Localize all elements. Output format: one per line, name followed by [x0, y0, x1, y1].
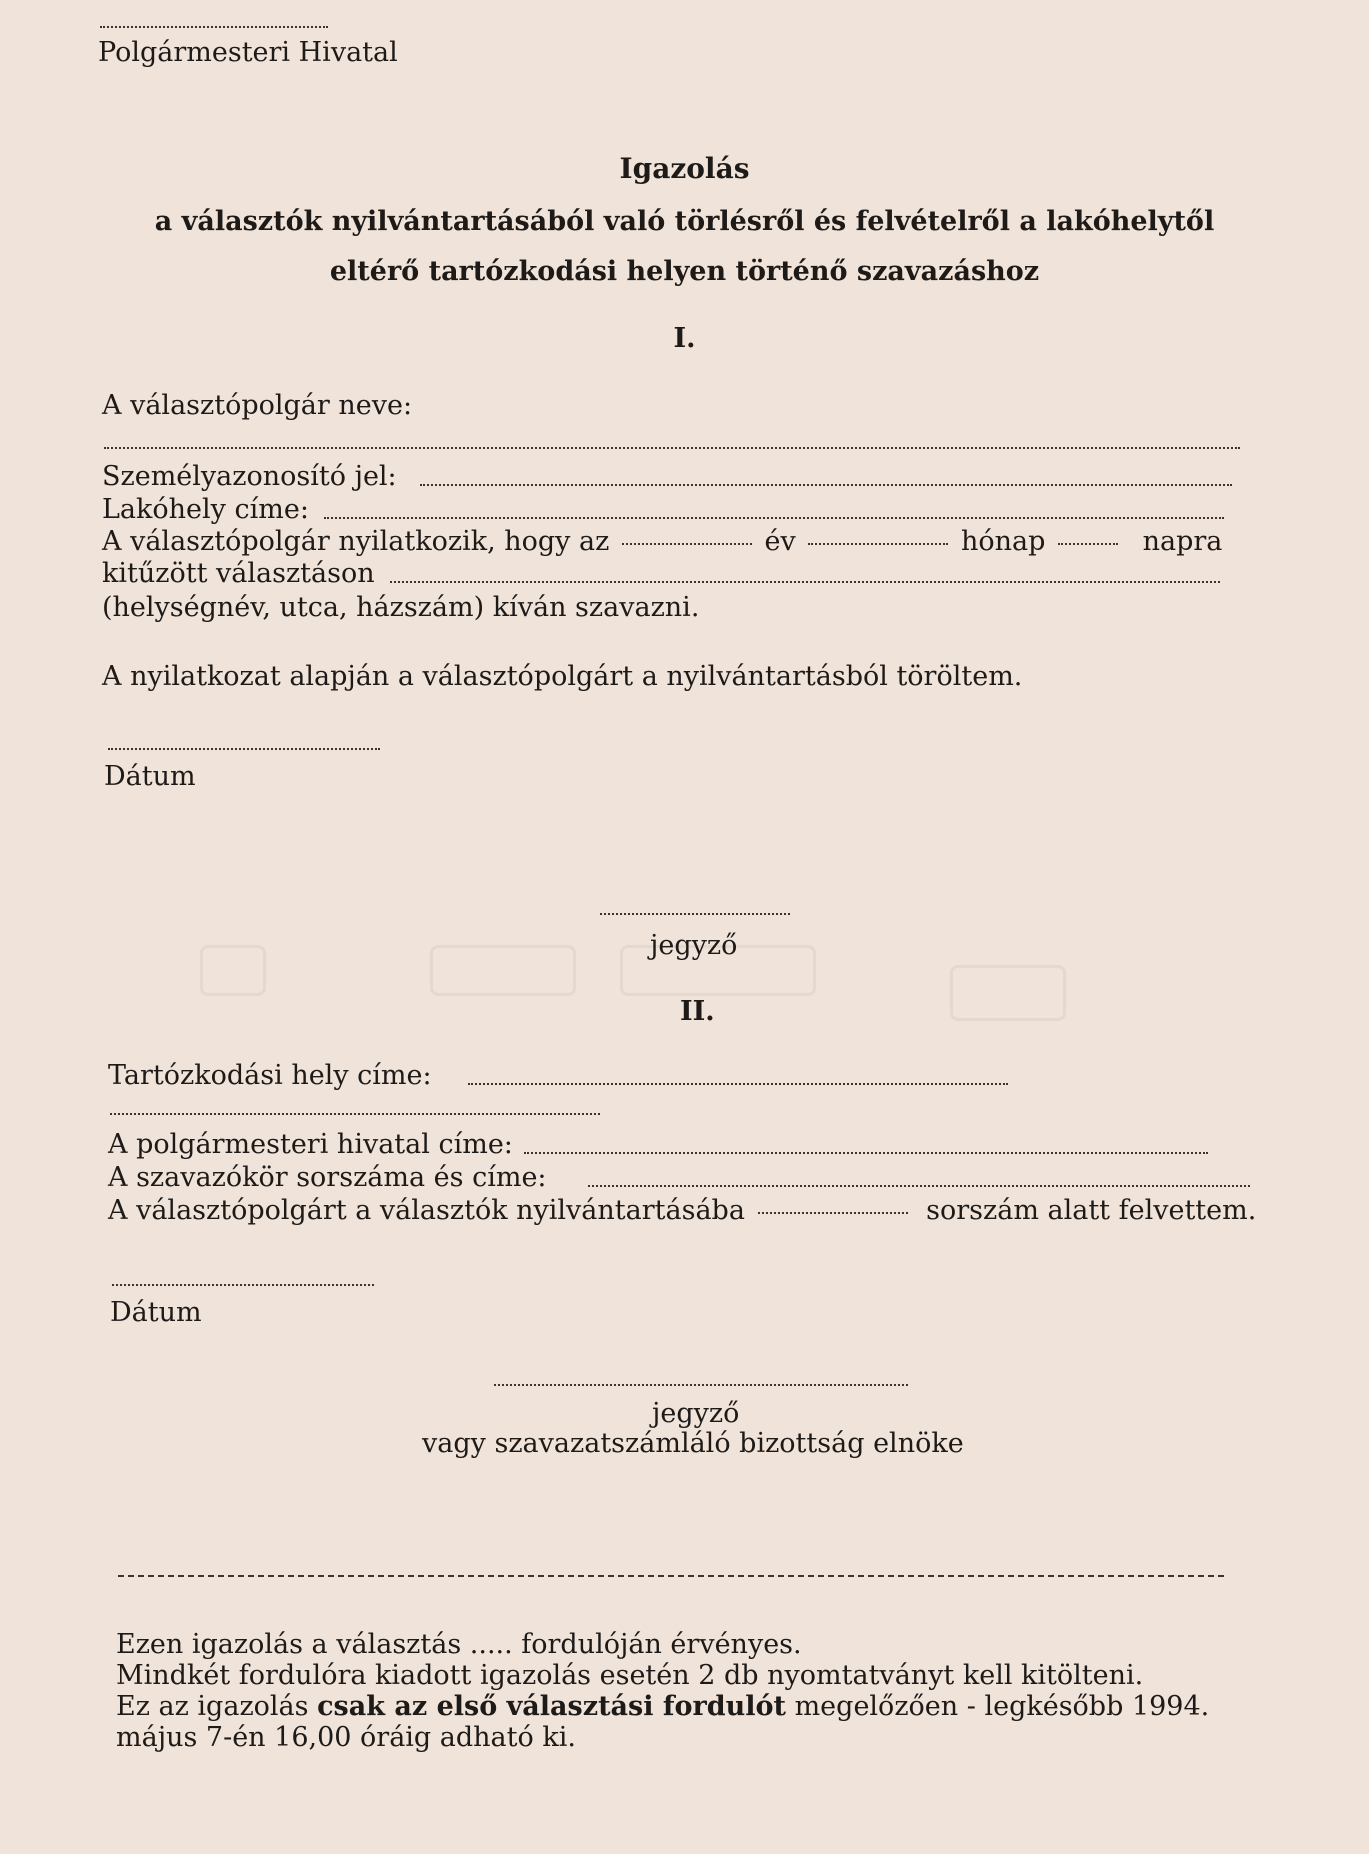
month-label: hónap: [960, 526, 1046, 557]
stay-address-label: Tartózkodási hely címe:: [108, 1060, 432, 1091]
date-label-2: Dátum: [110, 1297, 202, 1328]
office-name-dotted-line: [100, 26, 328, 28]
registration-suffix: sorszám alatt felvettem.: [926, 1195, 1257, 1226]
stay-address-field-2[interactable]: [110, 1113, 600, 1115]
footer-divider: [118, 1575, 1224, 1577]
bleed-through-box: [200, 945, 266, 996]
date-label-1: Dátum: [104, 761, 196, 792]
document-subtitle-2: eltérő tartózkodási helyen történő szavazáshoz: [329, 256, 1040, 287]
precinct-label: A szavazókör sorszáma és címe:: [108, 1162, 547, 1193]
section-1-numeral: I.: [673, 323, 696, 354]
year-label: év: [764, 526, 796, 557]
footer-deadline-prefix: Ez az igazolás: [116, 1691, 318, 1722]
bleed-through-box: [430, 945, 576, 996]
residence-address-label: Lakóhely címe:: [102, 494, 309, 525]
committee-chair-label: vagy szavazatszámláló bizottság elnöke: [422, 1428, 964, 1459]
footer-both-rounds-note: Mindkét fordulóra kiadott igazolás esetén 2 db nyomtatványt kell kitölteni.: [116, 1660, 1144, 1691]
election-label: kitűzött választáson: [102, 558, 375, 589]
document-subtitle-1: a választók nyilvántartásából való törlésről és felvételről a lakóhelytől: [154, 206, 1215, 237]
personal-id-label: Személyazonosító jel:: [102, 461, 397, 492]
notary-label-2: jegyző: [652, 1398, 740, 1429]
election-day-field[interactable]: [1058, 543, 1118, 545]
date-field-2[interactable]: [112, 1284, 374, 1286]
stay-address-field[interactable]: [468, 1083, 1008, 1085]
declaration-prefix: A választópolgár nyilatkozik, hogy az: [102, 526, 610, 557]
notary-label-1: jegyző: [650, 930, 738, 961]
personal-id-field[interactable]: [420, 484, 1232, 486]
notary-signature-field-1[interactable]: [600, 913, 790, 915]
footer-validity-note: Ezen igazolás a választás ..... fordulóján érvényes.: [116, 1629, 802, 1660]
registration-prefix: A választópolgárt a választók nyilvántartásába: [108, 1195, 745, 1226]
day-label: napra: [1142, 526, 1223, 557]
removal-statement: A nyilatkozat alapján a választópolgárt a nyilvántartásból töröltem.: [102, 661, 1023, 692]
office-label: Polgármesteri Hivatal: [98, 37, 398, 68]
election-month-field[interactable]: [808, 543, 948, 545]
voter-name-field[interactable]: [104, 447, 1240, 449]
precinct-field[interactable]: [588, 1185, 1250, 1187]
footer-deadline-suffix: megelőzően - legkésőbb 1994.: [786, 1691, 1210, 1722]
mayor-office-address-field[interactable]: [524, 1152, 1208, 1154]
mayor-office-address-label: A polgármesteri hivatal címe:: [108, 1129, 513, 1160]
place-hint: (helységnév, utca, házszám) kíván szavazni.: [102, 592, 700, 623]
footer-deadline-emphasis: csak az első választási fordulót: [317, 1691, 786, 1722]
registration-line: [108, 1195, 1256, 1227]
residence-address-field[interactable]: [324, 517, 1224, 519]
footer-deadline-note: [116, 1691, 1209, 1723]
section-2-numeral: II.: [680, 996, 715, 1027]
document-title: Igazolás: [619, 152, 750, 185]
election-year-field[interactable]: [622, 543, 752, 545]
footer-deadline-date: május 7-én 16,00 óráig adható ki.: [116, 1722, 576, 1753]
notary-signature-field-2[interactable]: [494, 1384, 908, 1386]
declaration-line: [102, 526, 1222, 558]
date-field-1[interactable]: [108, 748, 380, 750]
voter-name-label: A választópolgár neve:: [102, 390, 413, 421]
election-place-field[interactable]: [390, 581, 1220, 583]
bleed-through-box: [950, 965, 1066, 1021]
registration-number-field[interactable]: [758, 1212, 908, 1214]
